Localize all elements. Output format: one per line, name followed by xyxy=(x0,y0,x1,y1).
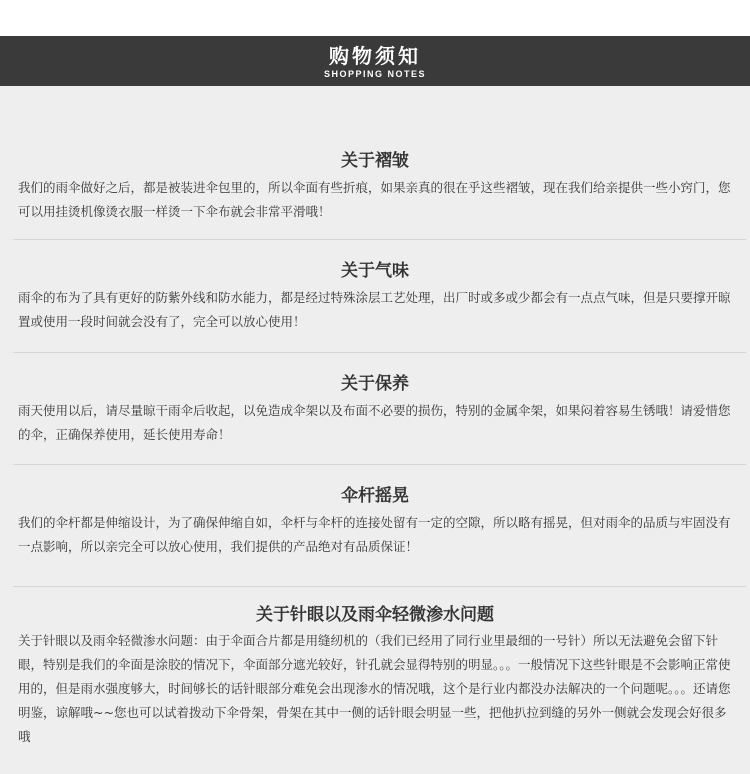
page-subtitle: SHOPPING NOTES xyxy=(323,69,426,79)
note-title: 关于褶皱 xyxy=(341,151,409,171)
divider xyxy=(13,352,746,353)
note-title: 关于针眼以及雨伞轻微渗水问题 xyxy=(256,605,494,625)
note-section-wrinkles xyxy=(0,150,750,224)
divider xyxy=(13,464,746,465)
note-title: 关于气味 xyxy=(341,261,409,281)
note-body: 关于针眼以及雨伞轻微渗水问题：由于伞面合片都是用缝纫机的（我们已经用了同行业里最细的一号针）所以无法避免会留下针眼，特别是我们的伞面是涂胶的情况下，伞面部分遮光较好，针孔就会显得特别的明显。。。一般情况下这些针眼是不会影响正常使用的，但是雨水强度够大，时间够长的话针眼部分难免会出现渗水的情况哦，这个是行业内都没办法解决的一个问题呢。。。还请您明鉴，谅解哦~~您也可以试着拨动下伞骨架，骨架在其中一侧的话针眼会明显一些，把他扒拉到缝的另外一侧就会发现会好很多哦 xyxy=(18,633,731,744)
note-body: 我们的雨伞做好之后，都是被装进伞包里的，所以伞面有些折痕，如果亲真的很在乎这些褶皱，现在我们给亲提供一些小窍门，您可以用挂烫机像烫衣服一样烫一下伞布就会非常平滑哦！ xyxy=(18,180,731,219)
divider xyxy=(13,239,746,240)
note-section-shaft-wobble xyxy=(0,485,750,559)
note-section-pinholes xyxy=(0,604,750,749)
note-title: 关于保养 xyxy=(341,374,409,394)
note-body: 我们的伞杆都是伸缩设计，为了确保伸缩自如，伞杆与伞杆的连接处留有一定的空隙，所以略有摇晃，但对雨伞的品质与牢固没有一点影响，所以亲完全可以放心使用，我们提供的产品绝对有品质保证！ xyxy=(18,515,731,554)
divider xyxy=(13,586,746,587)
top-white-strip xyxy=(0,0,750,36)
notes-content xyxy=(0,86,750,774)
page-title: 购物须知 xyxy=(329,44,421,68)
note-body: 雨天使用以后，请尽量晾干雨伞后收起，以免造成伞架以及布面不必要的损伤，特别的金属伞架，如果闷着容易生锈哦！请爱惜您的伞，正确保养使用，延长使用寿命！ xyxy=(18,403,731,442)
note-body: 雨伞的布为了具有更好的防紫外线和防水能力，都是经过特殊涂层工艺处理，出厂时或多或少都会有一点点气味，但是只要撑开晾置或使用一段时间就会没有了，完全可以放心使用！ xyxy=(18,290,731,329)
note-section-maintenance xyxy=(0,373,750,447)
note-title: 伞杆摇晃 xyxy=(341,486,409,506)
section-header xyxy=(0,36,750,86)
note-section-odor xyxy=(0,260,750,334)
